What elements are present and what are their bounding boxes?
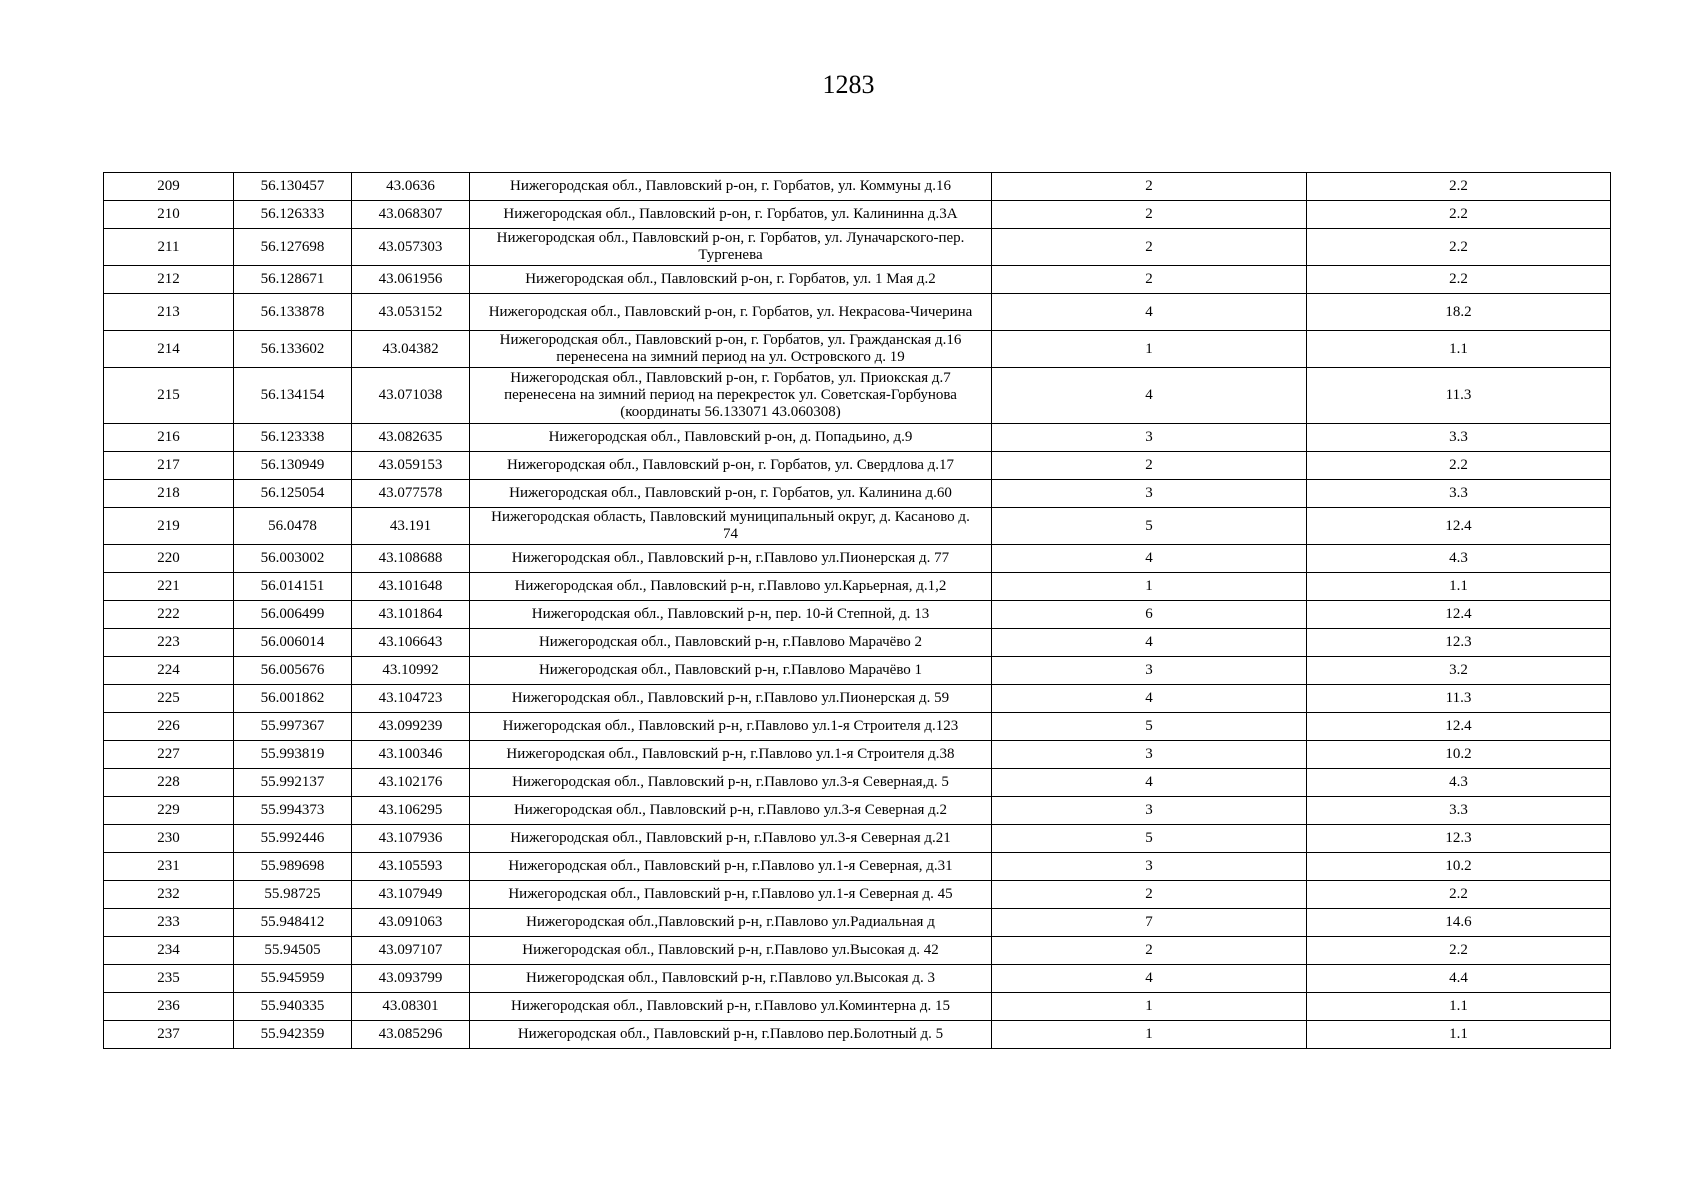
cell-count: 3 [992,657,1307,685]
cell-value: 2.2 [1307,881,1611,909]
cell-count: 3 [992,797,1307,825]
cell-value: 12.3 [1307,825,1611,853]
cell-latitude: 56.001862 [234,685,352,713]
table-row [104,937,1611,965]
cell-count: 4 [992,294,1307,331]
cell-number: 216 [104,424,234,452]
cell-value: 1.1 [1307,573,1611,601]
cell-count: 2 [992,266,1307,294]
cell-latitude: 55.945959 [234,965,352,993]
cell-number: 232 [104,881,234,909]
cell-value: 12.4 [1307,508,1611,545]
cell-latitude: 56.130949 [234,452,352,480]
table-row [104,965,1611,993]
cell-address: Нижегородская обл., Павловский р-н, г.Павлово ул.3-я Северная д.2 [470,797,992,825]
cell-longitude: 43.107949 [352,881,470,909]
cell-latitude: 56.125054 [234,480,352,508]
cell-longitude: 43.068307 [352,201,470,229]
cell-value: 4.4 [1307,965,1611,993]
cell-number: 231 [104,853,234,881]
cell-number: 230 [104,825,234,853]
cell-number: 218 [104,480,234,508]
cell-count: 5 [992,825,1307,853]
cell-address: Нижегородская обл., Павловский р-он, г. Горбатов, ул. Калинина д.60 [470,480,992,508]
cell-value: 3.3 [1307,424,1611,452]
cell-number: 211 [104,229,234,266]
cell-longitude: 43.191 [352,508,470,545]
cell-number: 215 [104,368,234,424]
cell-count: 1 [992,573,1307,601]
cell-number: 209 [104,173,234,201]
cell-count: 2 [992,229,1307,266]
table-row [104,573,1611,601]
cell-latitude: 56.133878 [234,294,352,331]
cell-address: Нижегородская обл., Павловский р-н, г.Павлово ул.Коминтерна д. 15 [470,993,992,1021]
table-row [104,201,1611,229]
cell-value: 4.3 [1307,545,1611,573]
cell-number: 233 [104,909,234,937]
cell-number: 229 [104,797,234,825]
table-row [104,629,1611,657]
cell-longitude: 43.077578 [352,480,470,508]
cell-latitude: 56.0478 [234,508,352,545]
cell-number: 228 [104,769,234,797]
cell-address: Нижегородская обл., Павловский р-н, г.Павлово Марачёво 1 [470,657,992,685]
cell-address: Нижегородская обл., Павловский р-н, г.Павлово ул.Высокая д. 42 [470,937,992,965]
cell-latitude: 55.948412 [234,909,352,937]
cell-address: Нижегородская обл., Павловский р-он, г. Горбатов, ул. 1 Мая д.2 [470,266,992,294]
cell-address: Нижегородская обл., Павловский р-н, г.Павлово ул.1-я Северная, д.31 [470,853,992,881]
cell-address: Нижегородская обл., Павловский р-н, г.Павлово пер.Болотный д. 5 [470,1021,992,1049]
cell-value: 1.1 [1307,1021,1611,1049]
cell-address: Нижегородская обл., Павловский р-н, г.Павлово ул.Высокая д. 3 [470,965,992,993]
cell-address: Нижегородская обл., Павловский р-н, г.Павлово ул.Пионерская д. 77 [470,545,992,573]
cell-number: 219 [104,508,234,545]
cell-value: 11.3 [1307,685,1611,713]
cell-count: 7 [992,909,1307,937]
cell-number: 222 [104,601,234,629]
cell-value: 11.3 [1307,368,1611,424]
cell-longitude: 43.0636 [352,173,470,201]
cell-number: 237 [104,1021,234,1049]
table-row [104,368,1611,424]
cell-count: 3 [992,424,1307,452]
cell-value: 2.2 [1307,452,1611,480]
cell-latitude: 56.005676 [234,657,352,685]
cell-latitude: 55.997367 [234,713,352,741]
cell-count: 2 [992,937,1307,965]
cell-latitude: 55.989698 [234,853,352,881]
data-table-container [103,172,1610,1049]
cell-count: 6 [992,601,1307,629]
cell-latitude: 56.014151 [234,573,352,601]
table-body [104,173,1611,1049]
cell-count: 4 [992,629,1307,657]
cell-address: Нижегородская область, Павловский муниципальный округ, д. Касаново д. 74 [470,508,992,545]
cell-value: 18.2 [1307,294,1611,331]
cell-count: 1 [992,993,1307,1021]
cell-latitude: 56.134154 [234,368,352,424]
cell-number: 217 [104,452,234,480]
cell-number: 224 [104,657,234,685]
cell-value: 14.6 [1307,909,1611,937]
cell-count: 2 [992,881,1307,909]
cell-longitude: 43.099239 [352,713,470,741]
table-row [104,508,1611,545]
data-table [103,172,1611,1049]
cell-address: Нижегородская обл., Павловский р-н, г.Павлово ул.1-я Строителя д.38 [470,741,992,769]
cell-count: 3 [992,480,1307,508]
cell-longitude: 43.101648 [352,573,470,601]
cell-address: Нижегородская обл., Павловский р-н, г.Павлово ул.1-я Строителя д.123 [470,713,992,741]
cell-value: 12.4 [1307,713,1611,741]
cell-address: Нижегородская обл., Павловский р-он, г. Горбатов, ул. Некрасова-Чичерина [470,294,992,331]
cell-value: 3.3 [1307,797,1611,825]
cell-count: 4 [992,769,1307,797]
cell-number: 213 [104,294,234,331]
cell-address: Нижегородская обл., Павловский р-он, г. Горбатов, ул. Луначарского-пер. Тургенева [470,229,992,266]
cell-longitude: 43.102176 [352,769,470,797]
cell-latitude: 55.940335 [234,993,352,1021]
cell-number: 236 [104,993,234,1021]
cell-number: 221 [104,573,234,601]
table-row [104,601,1611,629]
cell-latitude: 56.133602 [234,331,352,368]
cell-latitude: 55.993819 [234,741,352,769]
cell-value: 3.3 [1307,480,1611,508]
cell-longitude: 43.057303 [352,229,470,266]
table-row [104,881,1611,909]
cell-latitude: 56.006014 [234,629,352,657]
cell-latitude: 56.123338 [234,424,352,452]
cell-longitude: 43.104723 [352,685,470,713]
cell-longitude: 43.097107 [352,937,470,965]
cell-longitude: 43.106643 [352,629,470,657]
cell-latitude: 56.126333 [234,201,352,229]
cell-address: Нижегородская обл., Павловский р-н, г.Павлово ул.3-я Северная,д. 5 [470,769,992,797]
cell-count: 3 [992,741,1307,769]
cell-address: Нижегородская обл., Павловский р-н, г.Павлово ул.3-я Северная д.21 [470,825,992,853]
cell-count: 1 [992,1021,1307,1049]
cell-longitude: 43.04382 [352,331,470,368]
table-row [104,452,1611,480]
table-row [104,797,1611,825]
cell-longitude: 43.106295 [352,797,470,825]
table-row [104,993,1611,1021]
cell-address: Нижегородская обл., Павловский р-он, д. Попадьино, д.9 [470,424,992,452]
cell-latitude: 56.127698 [234,229,352,266]
table-row [104,1021,1611,1049]
cell-count: 5 [992,508,1307,545]
cell-number: 212 [104,266,234,294]
table-row [104,853,1611,881]
table-row [104,266,1611,294]
cell-number: 235 [104,965,234,993]
table-row [104,545,1611,573]
cell-value: 12.3 [1307,629,1611,657]
cell-address: Нижегородская обл., Павловский р-он, г. Горбатов, ул. Гражданская д.16 перенесена на зимний период на ул. Островского д. 19 [470,331,992,368]
cell-address: Нижегородская обл., Павловский р-н, г.Павлово ул.1-я Северная д. 45 [470,881,992,909]
cell-longitude: 43.10992 [352,657,470,685]
table-row [104,229,1611,266]
cell-count: 1 [992,331,1307,368]
cell-count: 3 [992,853,1307,881]
table-row [104,741,1611,769]
cell-address: Нижегородская обл., Павловский р-н, г.Павлово ул.Карьерная, д.1,2 [470,573,992,601]
cell-latitude: 56.006499 [234,601,352,629]
cell-value: 1.1 [1307,331,1611,368]
cell-address: Нижегородская обл.,Павловский р-н, г.Павлово ул.Радиальная д [470,909,992,937]
cell-longitude: 43.061956 [352,266,470,294]
cell-longitude: 43.082635 [352,424,470,452]
cell-longitude: 43.100346 [352,741,470,769]
cell-number: 210 [104,201,234,229]
cell-longitude: 43.107936 [352,825,470,853]
cell-latitude: 55.994373 [234,797,352,825]
cell-count: 4 [992,545,1307,573]
cell-address: Нижегородская обл., Павловский р-он, г. Горбатов, ул. Свердлова д.17 [470,452,992,480]
cell-value: 10.2 [1307,741,1611,769]
cell-value: 2.2 [1307,937,1611,965]
cell-address: Нижегородская обл., Павловский р-он, г. Горбатов, ул. Калининна д.3А [470,201,992,229]
cell-longitude: 43.053152 [352,294,470,331]
cell-count: 2 [992,452,1307,480]
cell-number: 223 [104,629,234,657]
cell-longitude: 43.091063 [352,909,470,937]
cell-value: 2.2 [1307,173,1611,201]
cell-count: 4 [992,368,1307,424]
cell-count: 4 [992,965,1307,993]
cell-latitude: 55.942359 [234,1021,352,1049]
table-row [104,657,1611,685]
cell-value: 10.2 [1307,853,1611,881]
cell-count: 2 [992,201,1307,229]
table-row [104,480,1611,508]
table-row [104,825,1611,853]
cell-latitude: 55.98725 [234,881,352,909]
cell-value: 2.2 [1307,266,1611,294]
cell-latitude: 55.94505 [234,937,352,965]
page-number: 1283 [822,70,875,99]
cell-longitude: 43.08301 [352,993,470,1021]
table-row [104,769,1611,797]
cell-count: 4 [992,685,1307,713]
table-row [104,424,1611,452]
cell-address: Нижегородская обл., Павловский р-н, пер. 10-й Степной, д. 13 [470,601,992,629]
cell-number: 214 [104,331,234,368]
cell-longitude: 43.101864 [352,601,470,629]
cell-address: Нижегородская обл., Павловский р-он, г. Горбатов, ул. Коммуны д.16 [470,173,992,201]
cell-longitude: 43.108688 [352,545,470,573]
cell-longitude: 43.059153 [352,452,470,480]
cell-value: 2.2 [1307,201,1611,229]
cell-longitude: 43.093799 [352,965,470,993]
cell-latitude: 56.130457 [234,173,352,201]
cell-number: 226 [104,713,234,741]
cell-count: 2 [992,173,1307,201]
table-row [104,331,1611,368]
cell-value: 3.2 [1307,657,1611,685]
cell-latitude: 55.992137 [234,769,352,797]
cell-count: 5 [992,713,1307,741]
cell-latitude: 56.003002 [234,545,352,573]
cell-value: 12.4 [1307,601,1611,629]
table-row [104,685,1611,713]
table-row [104,294,1611,331]
table-row [104,713,1611,741]
cell-address: Нижегородская обл., Павловский р-н, г.Павлово ул.Пионерская д. 59 [470,685,992,713]
cell-longitude: 43.085296 [352,1021,470,1049]
cell-address: Нижегородская обл., Павловский р-он, г. Горбатов, ул. Приокская д.7 перенесена на зимний период на перекресток ул. Советская-Горбунова (координаты 56.133071 43.060308) [470,368,992,424]
cell-address: Нижегородская обл., Павловский р-н, г.Павлово Марачёво 2 [470,629,992,657]
table-row [104,173,1611,201]
table-row [104,909,1611,937]
cell-value: 1.1 [1307,993,1611,1021]
cell-number: 225 [104,685,234,713]
cell-longitude: 43.105593 [352,853,470,881]
cell-number: 234 [104,937,234,965]
cell-value: 2.2 [1307,229,1611,266]
cell-latitude: 55.992446 [234,825,352,853]
cell-latitude: 56.128671 [234,266,352,294]
cell-longitude: 43.071038 [352,368,470,424]
cell-number: 227 [104,741,234,769]
cell-number: 220 [104,545,234,573]
cell-value: 4.3 [1307,769,1611,797]
